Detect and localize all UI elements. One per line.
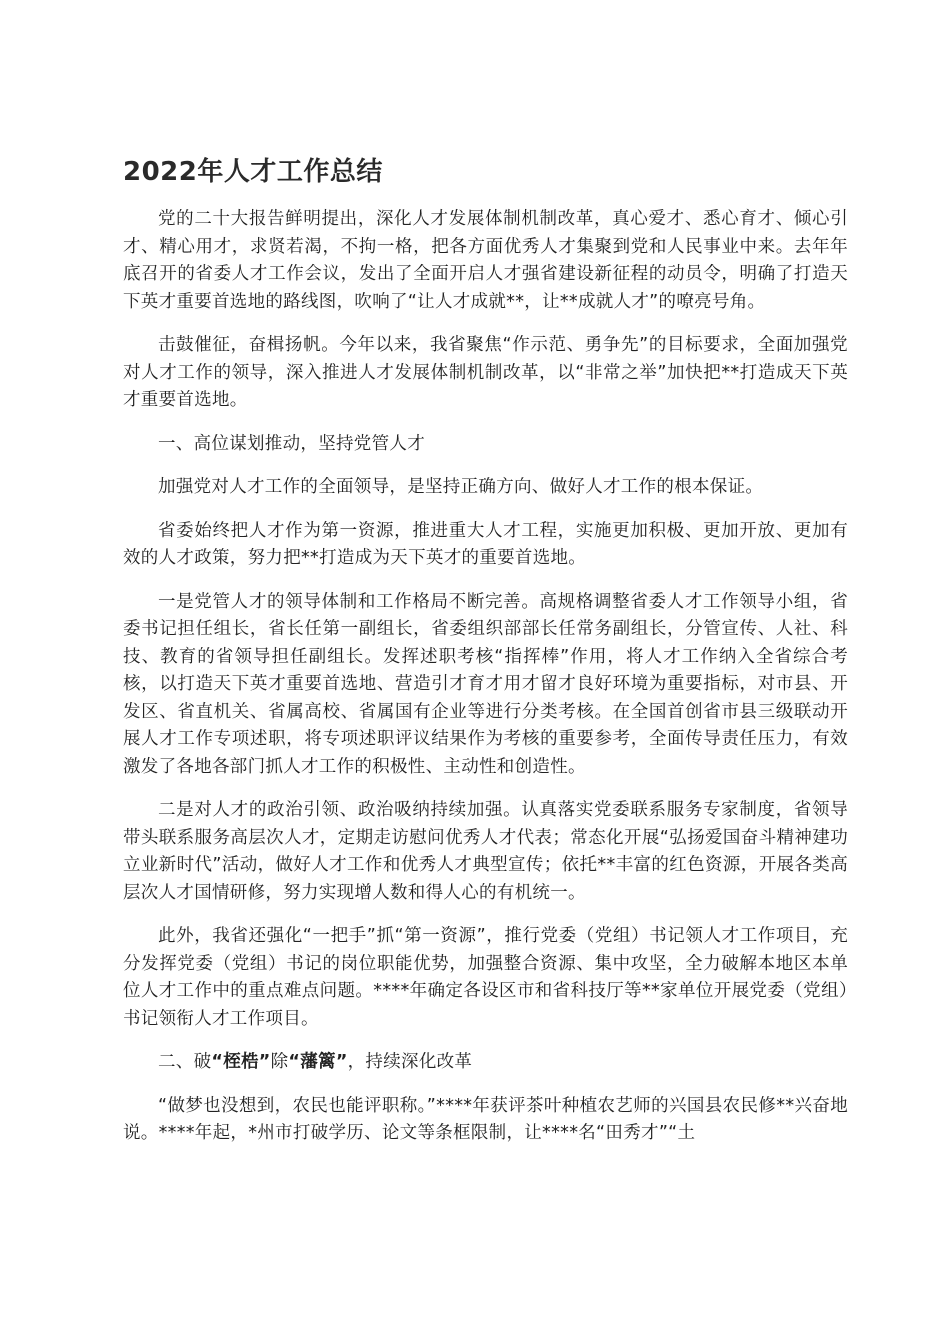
section-heading-1: 一、高位谋划推动，坚持党管人才 bbox=[158, 433, 425, 454]
section-heading-2-part-2: “桎梏” bbox=[211, 1052, 271, 1072]
paragraph-7: 此外，我省还强化“一把手”抓“第一资源”，推行党委（党组）书记领人才工作项目，充分发挥党委（党组）书记的岗位职能优势，加强整合资源、集中攻坚，全力破解本地区本单位人才工作中的重点难点问题。****年确定各设区市和省科技厅等**家单位开展党委（党组）书记领衔人才工作项目。 bbox=[123, 926, 848, 1029]
paragraph-6: 二是对人才的政治引领、政治吸纳持续加强。认真落实党委联系服务专家制度，省领导带头联系服务高层次人才，定期走访慰问优秀人才代表；常态化开展“弘扬爱国奋斗精神建功立业新时代”活动，做好人才工作和优秀人才典型宣传；依托**丰富的红色资源，开展各类高层次人才国情研修，努力实现增人数和得人心的有机统一。 bbox=[123, 800, 848, 903]
document-title: 2022年人才工作总结 bbox=[123, 157, 383, 187]
paragraph-5: 一是党管人才的领导体制和工作格局不断完善。高规格调整省委人才工作领导小组，省委书记担任组长，省长任第一副组长，省委组织部部长任常务副组长，分管宣传、人社、科技、教育的省领导担任副组长。发挥述职考核“指挥棒”作用，将人才工作纳入全省综合考核，以打造天下英才重要首选地、营造引才育才用才留才良好环境为重要指标，对市县、开发区、省直机关、省属高校、省属国有企业等进行分类考核。在全国首创省市县三级联动开展人才工作专项述职，将专项述职评议结果作为考核的重要参考，全面传导责任压力，有效激发了各地各部门抓人才工作的积极性、主动性和创造性。 bbox=[123, 591, 848, 777]
paragraph-4: 省委始终把人才作为第一资源，推进重大人才工程，实施更加积极、更加开放、更加有效的人才政策，努力把**打造成为天下英才的重要首选地。 bbox=[123, 520, 848, 568]
section-heading-2 bbox=[123, 1049, 848, 1077]
section-heading-2-part-4: “藩篱” bbox=[288, 1052, 348, 1072]
paragraph-1: 党的二十大报告鲜明提出，深化人才发展体制机制改革，真心爱才、悉心育才、倾心引才、精心用才，求贤若渴，不拘一格，把各方面优秀人才集聚到党和人民事业中来。去年年底召开的省委人才工作会议，发出了全面开启人才强省建设新征程的动员令，明确了打造天下英才重要首选地的路线图，吹响了“让人才成就**，让**成就人才”的嘹亮号角。 bbox=[123, 209, 848, 312]
paragraph-2: 击鼓催征，奋楫扬帆。今年以来，我省聚焦“作示范、勇争先”的目标要求，全面加强党对人才工作的领导，深入推进人才发展体制机制改革，以“非常之举”加快把**打造成天下英才重要首选地。 bbox=[123, 335, 848, 410]
paragraph-8: “做梦也没想到，农民也能评职称。”****年获评茶叶种植农艺师的兴国县农民修**兴奋地说。****年起，*州市打破学历、论文等条框限制，让****名“田秀才”“土 bbox=[123, 1095, 848, 1143]
paragraph-3: 加强党对人才工作的全面领导，是坚持正确方向、做好人才工作的根本保证。 bbox=[158, 477, 764, 497]
section-heading-2-part-5: ，持续深化改革 bbox=[347, 1052, 473, 1072]
section-heading-2-part-3: 除 bbox=[270, 1052, 289, 1072]
document-body bbox=[123, 206, 848, 1164]
section-heading-2-part-1: 二、破 bbox=[158, 1052, 212, 1072]
